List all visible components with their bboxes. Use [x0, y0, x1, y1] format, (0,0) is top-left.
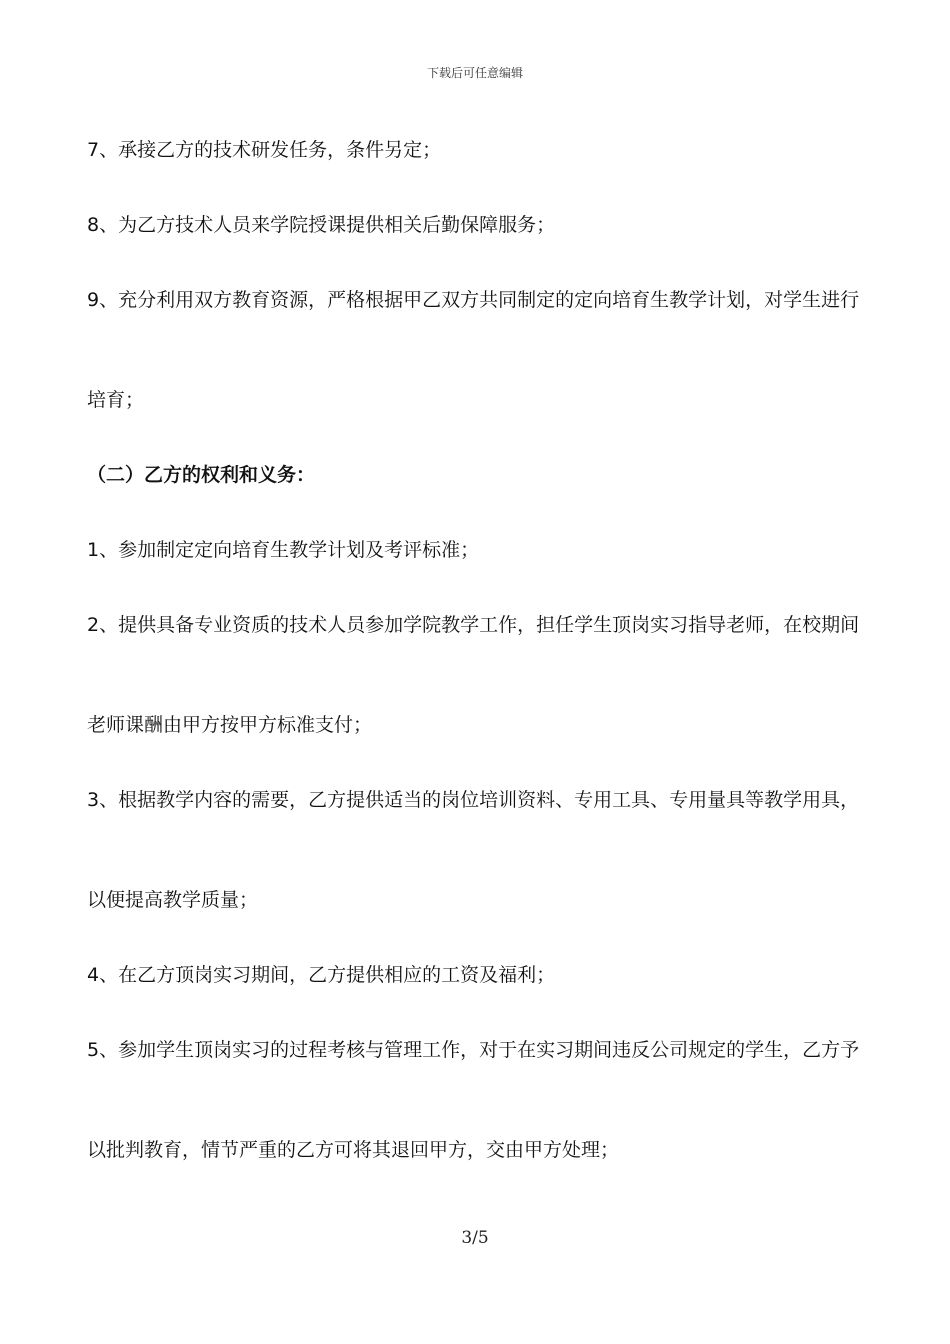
clause-7: 7、承接乙方的技术研发任务，条件另定； [87, 139, 442, 161]
clause-5: 5、参加学生顶岗实习的过程考核与管理工作，对于在实习期间违反公司规定的学生，乙方予 [87, 1039, 860, 1061]
clause-5-continued: 以批判教育，情节严重的乙方可将其退回甲方，交由甲方处理； [87, 1139, 620, 1161]
clause-9: 9、充分利用双方教育资源，严格根据甲乙双方共同制定的定向培育生教学计划，对学生进行 [87, 289, 860, 311]
clause-3-continued: 以便提高教学质量； [87, 889, 259, 911]
clause-4: 4、在乙方顶岗实习期间，乙方提供相应的工资及福利； [87, 964, 556, 986]
clause-8: 8、为乙方技术人员来学院授课提供相关后勤保障服务； [87, 214, 556, 236]
clause-1: 1、参加制定定向培育生教学计划及考评标准； [87, 539, 480, 561]
section-heading: （二）乙方的权利和义务： [87, 464, 316, 486]
page-header: 下载后可任意编辑 [426, 66, 523, 80]
clause-2-continued: 老师课酬由甲方按甲方标准支付； [87, 714, 373, 736]
clause-9-continued: 培育； [87, 389, 145, 411]
page-number: 3/5 [461, 1228, 489, 1248]
clause-2: 2、提供具备专业资质的技术人员参加学院教学工作，担任学生顶岗实习指导老师，在校期间 [87, 614, 860, 636]
clause-3: 3、根据教学内容的需要，乙方提供适当的岗位培训资料、专用工具、专用量具等教学用具， [87, 789, 860, 811]
